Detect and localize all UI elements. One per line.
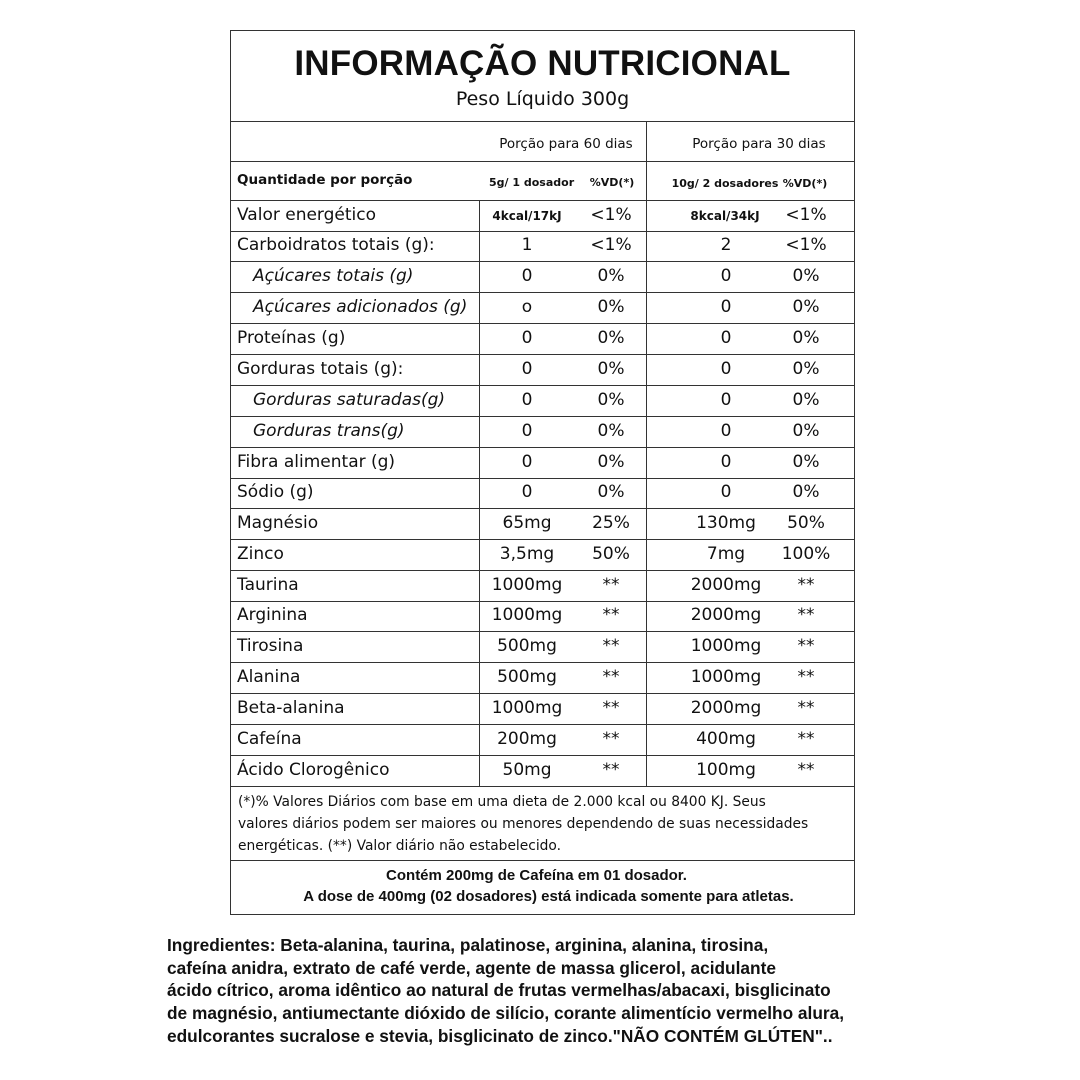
value-60: 1000mg (491, 574, 563, 595)
vd-30: 100% (781, 543, 831, 564)
row-divider (231, 693, 854, 694)
ingredients-line: Ingredientes: Beta-alanina, taurina, palatinose, arginina, alanina, tirosina, (167, 935, 769, 955)
row-divider (231, 631, 854, 632)
vd-60: 0% (597, 265, 625, 286)
row-divider (231, 478, 854, 479)
divider (231, 161, 854, 162)
value-30: 100mg (696, 759, 756, 780)
footnote (238, 791, 848, 857)
column-divider (646, 200, 647, 786)
vd-60: ** (602, 574, 620, 595)
row-divider (231, 385, 854, 386)
vd-30: ** (797, 697, 815, 718)
nutrient-label: Zinco (237, 543, 284, 564)
vd-60: 0% (597, 451, 625, 472)
value-60: 1000mg (491, 697, 563, 718)
vd-30: 0% (792, 420, 820, 441)
nutrient-label: Açúcares adicionados (g) (253, 296, 468, 317)
nutrient-label: Taurina (237, 574, 299, 595)
value-60: 0 (521, 482, 533, 502)
row-divider (231, 662, 854, 663)
nutrient-label: Alanina (237, 666, 301, 687)
vd-60: ** (602, 759, 620, 780)
nutrient-label: Beta-alanina (237, 697, 345, 718)
value-60: 3,5mg (499, 543, 555, 564)
vd-60: 0% (597, 358, 625, 379)
value-30: 1000mg (690, 666, 762, 687)
value-30: 0 (720, 265, 732, 286)
value-30: 400mg (696, 728, 756, 749)
vd-60: <1% (590, 235, 632, 255)
caffeine-notice: Contém 200mg de Cafeína em 01 dosador. (386, 867, 687, 884)
value-30: 0 (720, 296, 732, 317)
value-60: 0 (521, 451, 533, 472)
vd-60: ** (602, 728, 620, 749)
ingredients-list (167, 934, 1067, 1048)
vd-30: <1% (785, 235, 827, 255)
value-60: 200mg (497, 728, 557, 749)
value-30: 2 (720, 235, 732, 255)
vd-60: 25% (592, 512, 630, 533)
value-30: 130mg (696, 512, 756, 533)
footnote-line: valores diários podem ser maiores ou menores dependendo de suas necessidades (238, 816, 809, 832)
row-divider (231, 539, 854, 540)
value-60: o (521, 296, 533, 317)
nutrient-label: Fibra alimentar (g) (237, 451, 396, 472)
vd-30: ** (797, 635, 815, 656)
column-divider (646, 161, 647, 200)
nutrition-facts-panel (230, 30, 855, 915)
nutrient-label: Cafeína (237, 728, 302, 749)
vd-60: ** (602, 697, 620, 718)
portion-60-header: Porção para 60 dias (499, 136, 633, 152)
nutrient-label: Tirosina (237, 635, 304, 656)
row-divider (231, 261, 854, 262)
value-30: 0 (720, 482, 732, 502)
vd-30: 0% (792, 358, 820, 379)
nutrient-label: Valor energético (237, 204, 377, 225)
value-60: 65mg (502, 512, 552, 533)
row-divider (231, 724, 854, 725)
value-30: 7mg (706, 543, 746, 564)
value-30: 0 (720, 327, 732, 348)
nutrient-label: Gorduras saturadas(g) (253, 389, 446, 410)
row-divider (231, 601, 854, 602)
divider (231, 121, 854, 122)
value-60: 0 (521, 265, 533, 286)
value-60: 0 (521, 420, 533, 441)
vd-30: 0% (792, 389, 820, 410)
nutrient-label: Ácido Clorogênico (237, 759, 390, 780)
vd-60: 0% (597, 389, 625, 410)
row-divider (231, 755, 854, 756)
row-divider (231, 231, 854, 232)
footnote-line: (*)% Valores Diários com base em uma dieta de 2.000 kcal ou 8400 KJ. Seus (238, 794, 766, 810)
nutrient-label: Sódio (g) (237, 482, 314, 502)
value-60: 4kcal/17kJ (492, 208, 562, 223)
column-divider (479, 200, 480, 786)
nutrient-label: Carboidratos totais (g): (237, 235, 435, 255)
value-60: 1 (521, 235, 533, 255)
row-divider (231, 508, 854, 509)
vd-30: ** (797, 666, 815, 687)
value-30: 0 (720, 451, 732, 472)
athlete-dose-notice: A dose de 400mg (02 dosadores) está indicada somente para atletas. (303, 888, 794, 905)
value-30: 2000mg (690, 574, 762, 595)
value-60: 500mg (497, 666, 557, 687)
panel-title: INFORMAÇÃO NUTRICIONAL (294, 44, 791, 83)
ingredients-line: ácido cítrico, aroma idêntico ao natural de frutas vermelhas/abacaxi, bisglicinato (167, 980, 831, 1001)
nutrient-label: Proteínas (g) (237, 327, 346, 348)
vd-30: 0% (792, 265, 820, 286)
vd-60: 0% (597, 482, 625, 502)
ingredients-line: edulcorantes sucralose e stevia, bisglicinato de zinco."NÃO CONTÉM GLÚTEN".. (167, 1025, 833, 1046)
vd-60: ** (602, 635, 620, 656)
vd-30: ** (797, 605, 815, 625)
value-30: 2000mg (690, 605, 762, 625)
nutrient-label: Arginina (237, 605, 308, 625)
row-divider (231, 447, 854, 448)
value-60: 0 (521, 389, 533, 410)
vd-60: 0% (597, 327, 625, 348)
vd-30: 0% (792, 482, 820, 502)
vd-60-header: %VD(*) (589, 176, 635, 189)
row-divider (231, 354, 854, 355)
vd-30: ** (797, 759, 815, 780)
value-60: 0 (521, 358, 533, 379)
ingredients-line: cafeína anidra, extrato de café verde, agente de massa glicerol, acidulante (167, 957, 776, 978)
value-30: 1000mg (690, 635, 762, 656)
vd-30: ** (797, 728, 815, 749)
value-30: 2000mg (690, 697, 762, 718)
vd-60: <1% (590, 204, 632, 225)
dose-30-header: 10g/ 2 dosadores (671, 177, 779, 190)
column-divider (646, 121, 647, 161)
ingredients-line: de magnésio, antiumectante dióxido de silício, corante alimentício vermelho alura, (167, 1003, 845, 1024)
vd-60: ** (602, 666, 620, 687)
row-divider (231, 292, 854, 293)
value-30: 0 (720, 358, 732, 379)
vd-60: 0% (597, 420, 625, 441)
nutrient-label: Magnésio (237, 512, 319, 533)
quantity-per-portion-label: Quantidade por porção (237, 172, 413, 188)
value-60: 500mg (497, 635, 557, 656)
row-divider (231, 416, 854, 417)
vd-60: ** (602, 605, 620, 625)
nutrient-label: Gorduras totais (g): (237, 358, 404, 379)
vd-30: 0% (792, 451, 820, 472)
portion-30-header: Porção para 30 dias (692, 136, 826, 152)
nutrient-label: Açúcares totais (g) (253, 265, 414, 286)
vd-30-header: %VD(*) (782, 177, 828, 190)
vd-30: 0% (792, 296, 820, 317)
value-60: 1000mg (491, 605, 563, 625)
value-60: 0 (521, 327, 533, 348)
net-weight: Peso Líquido 300g (455, 88, 630, 110)
vd-60: 50% (592, 543, 630, 564)
vd-30: <1% (785, 204, 827, 225)
vd-30: ** (797, 574, 815, 595)
vd-60: 0% (597, 296, 625, 317)
vd-30: 0% (792, 327, 820, 348)
dose-60-header: 5g/ 1 dosador (489, 176, 575, 189)
value-30: 0 (720, 420, 732, 441)
row-divider (231, 323, 854, 324)
value-60: 50mg (502, 759, 552, 780)
nutrient-label: Gorduras trans(g) (253, 420, 405, 441)
row-divider (231, 570, 854, 571)
value-30: 8kcal/34kJ (690, 208, 760, 223)
divider (231, 860, 854, 861)
footnote-line: energéticas. (**) Valor diário não estabelecido. (238, 838, 562, 854)
vd-30: 50% (787, 512, 825, 533)
row-divider (231, 786, 854, 787)
value-30: 0 (720, 389, 732, 410)
row-divider (231, 200, 854, 201)
